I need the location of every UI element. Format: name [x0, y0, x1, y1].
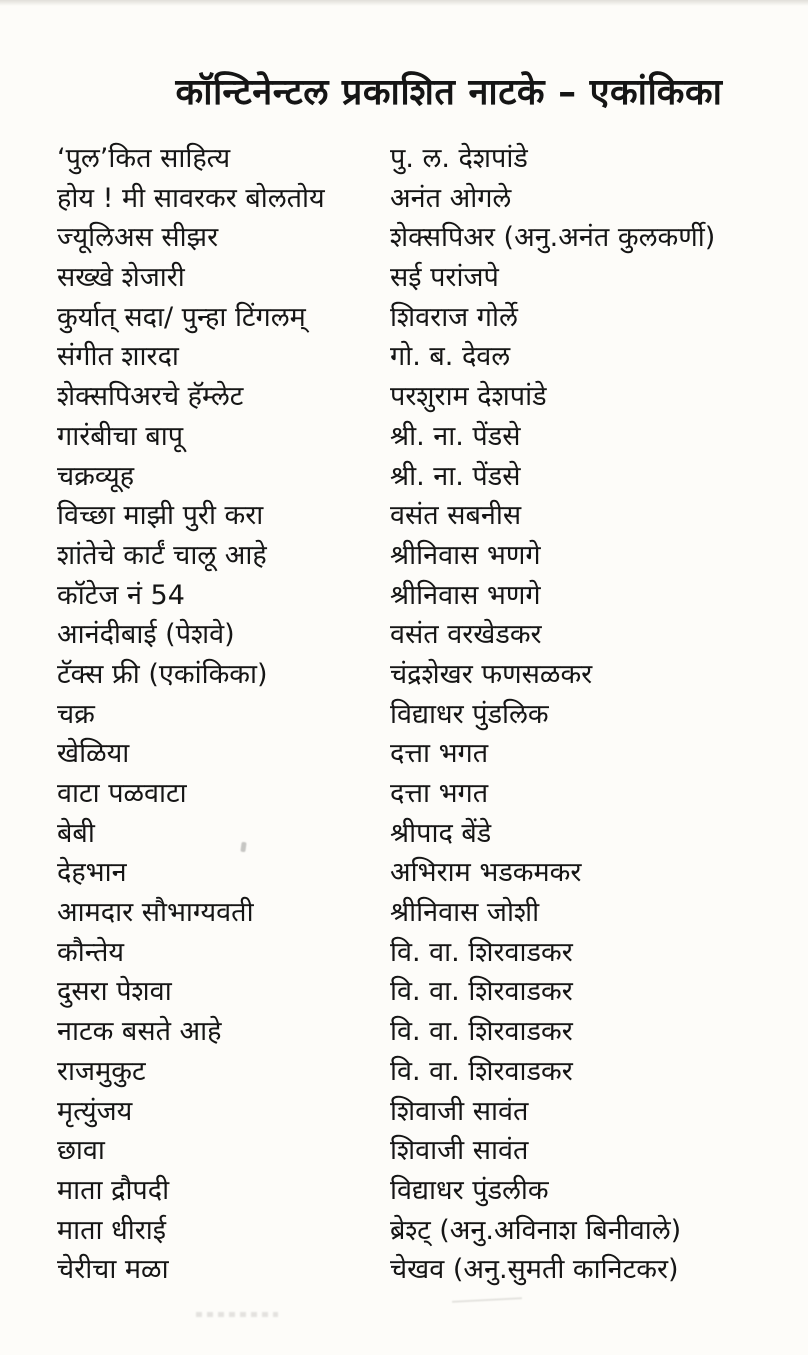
scan-faint-mark: [452, 1297, 522, 1303]
play-title: गारंबीचा बापू: [57, 420, 184, 452]
author-name: पु. ल. देशपांडे: [390, 143, 528, 174]
author-name: दत्ता भगत: [390, 778, 489, 809]
catalog-row: [57, 972, 792, 1012]
author-name: शिवराज गोर्ले: [390, 301, 518, 333]
author-name: परशुराम देशपांडे: [390, 381, 547, 413]
play-title: शेक्सपिअरचे हॅम्लेट: [57, 381, 244, 413]
author-name: वि. वा. शिरवाडकर: [390, 936, 573, 968]
author-name: सई परांजपे: [390, 262, 499, 294]
catalog-row: [57, 615, 792, 655]
play-title: खेळिया: [57, 738, 130, 770]
catalog-row: [57, 734, 792, 774]
play-title: दुसरा पेशवा: [57, 976, 172, 1008]
catalog-row: [57, 337, 792, 377]
catalog-row: [57, 655, 792, 695]
page-title: कॉन्टिनेन्टल प्रकाशित नाटके – एकांकिका: [175, 72, 723, 114]
catalog-row: [57, 417, 792, 457]
author-name: चंद्रशेखर फणसळकर: [390, 658, 593, 690]
author-name: विद्याधर पुंडलीक: [390, 1174, 549, 1206]
scan-smudge: [196, 1312, 278, 1317]
catalog-row: [57, 893, 792, 933]
catalog-row: [57, 139, 792, 179]
author-name: श्री. ना. पेंडसे: [390, 420, 521, 452]
play-catalog-list: [57, 139, 792, 1290]
play-title: कॉटेज नं 54: [57, 579, 185, 611]
catalog-row: [57, 1211, 792, 1251]
play-title: देहभान: [57, 857, 127, 889]
catalog-row: [57, 536, 792, 576]
author-name: शेक्सपिअर (अनु.अनंत कुलकर्णी): [390, 222, 716, 254]
play-title: छावा: [57, 1135, 105, 1167]
author-name: श्रीपाद बेंडे: [390, 817, 492, 849]
play-title: आनंदीबाई (पेशवे): [57, 619, 235, 651]
play-title: बेबी: [57, 817, 95, 849]
catalog-row: [57, 695, 792, 735]
author-name: श्री. ना. पेंडसे: [390, 460, 521, 492]
catalog-row: [57, 258, 792, 298]
catalog-row: [57, 179, 792, 219]
author-name: श्रीनिवास जोशी: [390, 897, 540, 929]
play-title: सख्खे शेजारी: [57, 262, 185, 294]
play-title: नाटक बसते आहे: [57, 1016, 222, 1048]
catalog-row: [57, 457, 792, 497]
catalog-row: [57, 218, 792, 258]
catalog-row: [57, 814, 792, 854]
play-title: कौन्तेय: [57, 936, 125, 968]
author-name: श्रीनिवास भणगे: [390, 539, 541, 571]
author-name: गो. ब. देवल: [390, 341, 511, 373]
catalog-row: [57, 377, 792, 417]
catalog-row: [57, 1092, 792, 1132]
catalog-row: [57, 496, 792, 536]
play-title: आमदार सौभाग्यवती: [57, 897, 254, 929]
play-title: माता द्रौपदी: [57, 1174, 170, 1206]
author-name: श्रीनिवास भणगे: [390, 579, 541, 611]
play-title: ज्यूलिअस सीझर: [57, 222, 219, 254]
catalog-row: [57, 774, 792, 814]
catalog-row: [57, 1012, 792, 1052]
play-title: होय ! मी सावरकर बोलतोय: [57, 182, 325, 214]
catalog-row: [57, 1171, 792, 1211]
catalog-row: [57, 576, 792, 616]
author-name: अनंत ओगले: [390, 182, 512, 214]
play-title: वाटा पळवाटा: [57, 778, 187, 809]
author-name: अभिराम भडकमकर: [390, 857, 582, 889]
author-name: वसंत वरखेडकर: [390, 619, 542, 651]
play-title: मृत्युंजय: [57, 1095, 133, 1127]
author-name: दत्ता भगत: [390, 738, 489, 770]
author-name: वि. वा. शिरवाडकर: [390, 1016, 573, 1048]
author-name: चेखव (अनु.सुमती कानिटकर): [390, 1254, 679, 1286]
play-title: शांतेचे कार्टं चालू आहे: [57, 539, 267, 571]
catalog-row: [57, 1052, 792, 1092]
play-title: माता धीराई: [57, 1214, 166, 1246]
play-title: विच्छा माझी पुरी करा: [57, 500, 264, 532]
catalog-row: [57, 298, 792, 338]
author-name: ब्रेश्ट् (अनु.अविनाश बिनीवाले): [390, 1214, 682, 1246]
author-name: विद्याधर पुंडलिक: [390, 698, 549, 730]
author-name: वसंत सबनीस: [390, 500, 522, 532]
play-title: ‘पुल’कित साहित्य: [57, 143, 231, 174]
catalog-row: [57, 933, 792, 973]
author-name: वि. वा. शिरवाडकर: [390, 976, 573, 1008]
play-title: चेरीचा मळा: [57, 1254, 169, 1286]
catalog-row: [57, 1250, 792, 1290]
play-title: संगीत शारदा: [57, 341, 179, 373]
play-title: टॅक्स फ्री (एकांकिका): [57, 658, 268, 690]
play-title: चक्र: [57, 698, 95, 730]
catalog-row: [57, 1131, 792, 1171]
author-name: शिवाजी सावंत: [390, 1135, 529, 1167]
play-title: कुर्यात् सदा/ पुन्हा टिंगलम्: [57, 301, 306, 333]
play-title: चक्रव्यूह: [57, 460, 135, 492]
author-name: वि. वा. शिरवाडकर: [390, 1055, 573, 1087]
play-title: राजमुकुट: [57, 1055, 146, 1087]
author-name: शिवाजी सावंत: [390, 1095, 529, 1127]
scan-top-edge: [0, 0, 808, 6]
catalog-row: [57, 853, 792, 893]
